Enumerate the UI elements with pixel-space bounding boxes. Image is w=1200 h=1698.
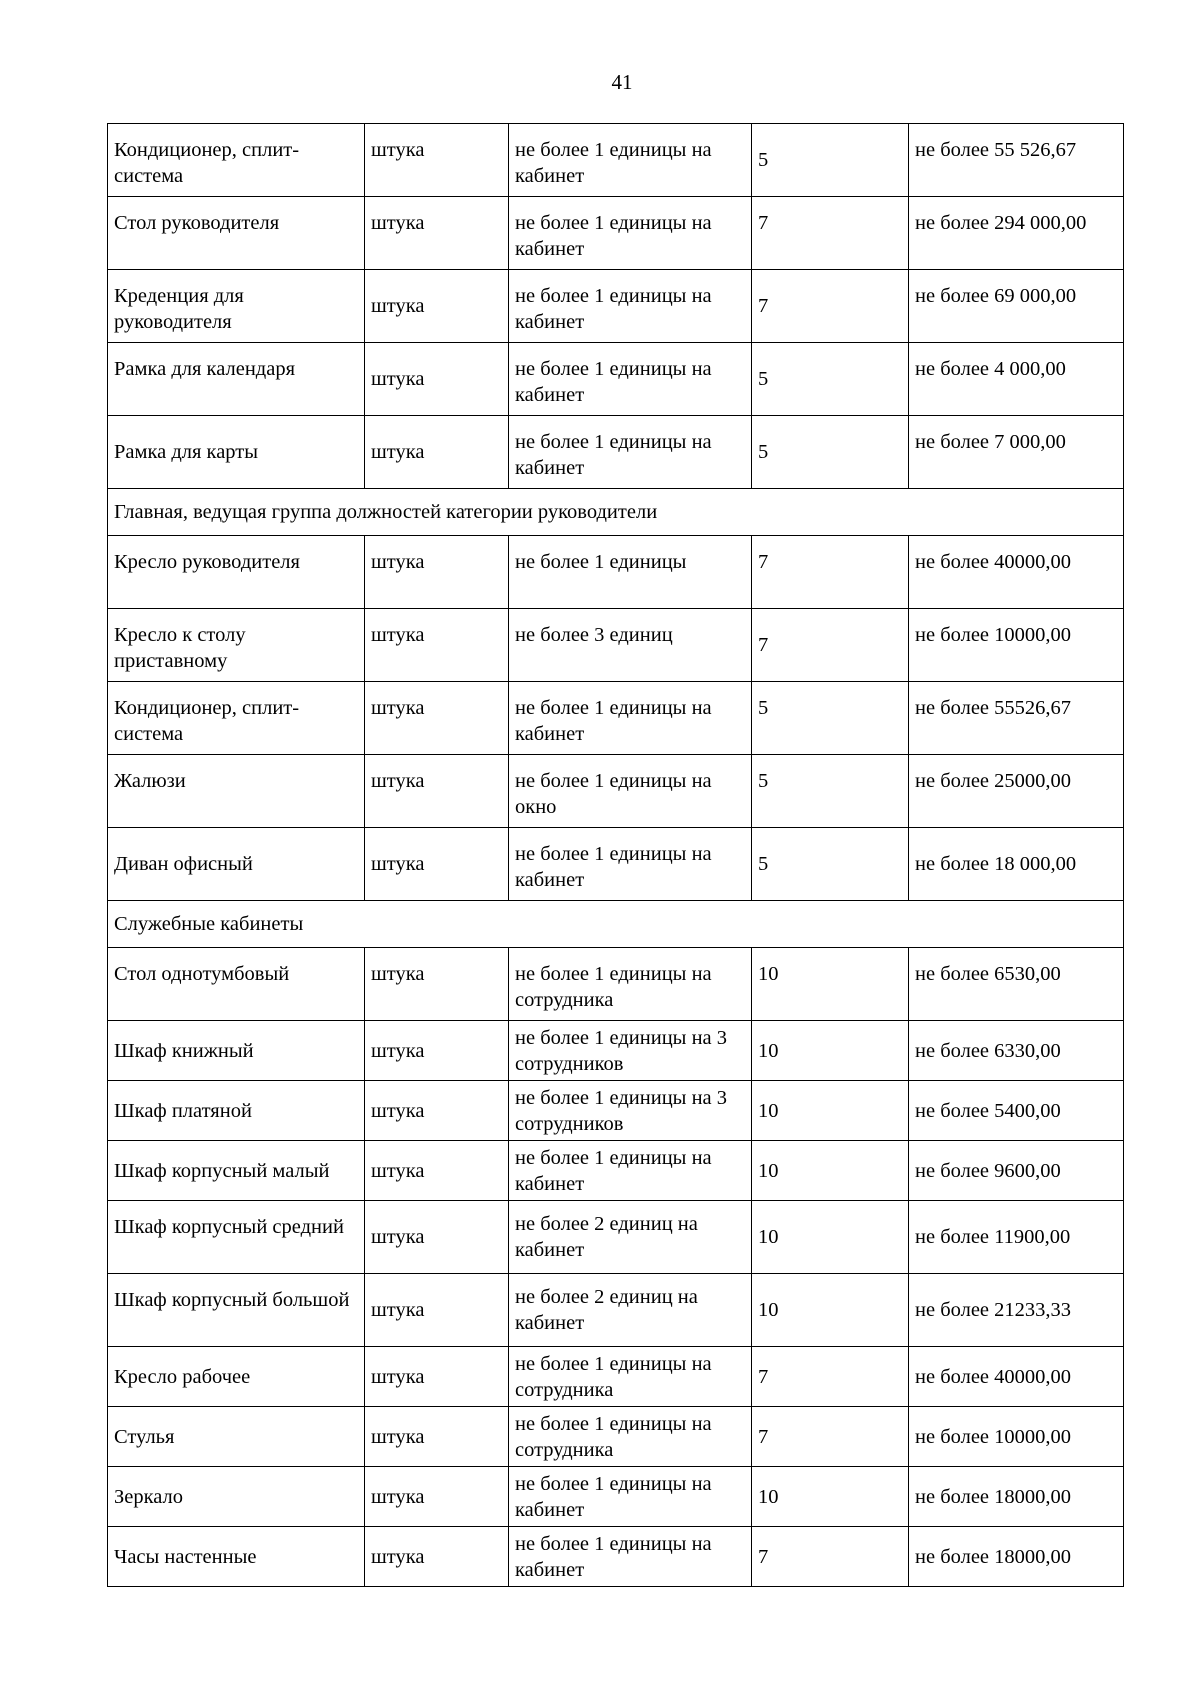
quantity-norm-cell: не более 1 единицы на кабинет bbox=[509, 1467, 752, 1527]
service-years-cell: 7 bbox=[752, 1347, 909, 1407]
unit-cell: штука bbox=[365, 1021, 509, 1081]
price-limit-cell: не более 25000,00 bbox=[909, 755, 1124, 828]
table-row bbox=[108, 124, 1124, 197]
price-limit-cell: не более 18000,00 bbox=[909, 1467, 1124, 1527]
quantity-norm-cell: не более 1 единицы на сотрудника bbox=[509, 948, 752, 1021]
table-body bbox=[108, 124, 1124, 1587]
item-name-cell: Рамка для календаря bbox=[108, 343, 365, 416]
price-limit-cell: не более 69 000,00 bbox=[909, 270, 1124, 343]
unit-cell: штука bbox=[365, 609, 509, 682]
table-row bbox=[108, 1467, 1124, 1527]
price-limit-cell: не более 9600,00 bbox=[909, 1141, 1124, 1201]
service-years-cell: 5 bbox=[752, 124, 909, 197]
price-limit-cell: не более 40000,00 bbox=[909, 1347, 1124, 1407]
quantity-norm-cell: не более 1 единицы на 3 сотрудников bbox=[509, 1021, 752, 1081]
unit-cell: штука bbox=[365, 416, 509, 489]
quantity-norm-cell: не более 3 единиц bbox=[509, 609, 752, 682]
service-years-cell: 7 bbox=[752, 270, 909, 343]
service-years-cell: 7 bbox=[752, 1527, 909, 1587]
item-name-cell: Стол руководителя bbox=[108, 197, 365, 270]
item-name-cell: Кресло руководителя bbox=[108, 536, 365, 609]
price-limit-cell: не более 4 000,00 bbox=[909, 343, 1124, 416]
page-number: 41 bbox=[611, 70, 633, 94]
service-years-cell: 10 bbox=[752, 1081, 909, 1141]
table-row bbox=[108, 1407, 1124, 1467]
item-name-cell: Кресло к столу приставному bbox=[108, 609, 365, 682]
item-name-cell: Шкаф платяной bbox=[108, 1081, 365, 1141]
unit-cell: штука bbox=[365, 270, 509, 343]
price-limit-cell: не более 40000,00 bbox=[909, 536, 1124, 609]
price-limit-cell: не более 6530,00 bbox=[909, 948, 1124, 1021]
price-limit-cell: не более 18 000,00 bbox=[909, 828, 1124, 901]
unit-cell: штука bbox=[365, 343, 509, 416]
item-name-cell: Диван офисный bbox=[108, 828, 365, 901]
table-row bbox=[108, 416, 1124, 489]
service-years-cell: 5 bbox=[752, 416, 909, 489]
quantity-norm-cell: не более 1 единицы на кабинет bbox=[509, 270, 752, 343]
item-name-cell: Жалюзи bbox=[108, 755, 365, 828]
table-row bbox=[108, 609, 1124, 682]
service-years-cell: 10 bbox=[752, 948, 909, 1021]
item-name-cell: Кресло рабочее bbox=[108, 1347, 365, 1407]
unit-cell: штука bbox=[365, 1201, 509, 1274]
item-name-cell: Зеркало bbox=[108, 1467, 365, 1527]
service-years-cell: 10 bbox=[752, 1274, 909, 1347]
service-years-cell: 5 bbox=[752, 828, 909, 901]
price-limit-cell: не более 11900,00 bbox=[909, 1201, 1124, 1274]
table-row bbox=[108, 948, 1124, 1021]
quantity-norm-cell: не более 1 единицы на кабинет bbox=[509, 682, 752, 755]
quantity-norm-cell: не более 1 единицы на кабинет bbox=[509, 197, 752, 270]
price-limit-cell: не более 21233,33 bbox=[909, 1274, 1124, 1347]
unit-cell: штука bbox=[365, 1081, 509, 1141]
service-years-cell: 10 bbox=[752, 1141, 909, 1201]
unit-cell: штука bbox=[365, 197, 509, 270]
table-row bbox=[108, 1347, 1124, 1407]
quantity-norm-cell: не более 1 единицы на сотрудника bbox=[509, 1347, 752, 1407]
price-limit-cell: не более 7 000,00 bbox=[909, 416, 1124, 489]
table-row bbox=[108, 197, 1124, 270]
service-years-cell: 7 bbox=[752, 609, 909, 682]
quantity-norm-cell: не более 1 единицы на кабинет bbox=[509, 416, 752, 489]
service-years-cell: 7 bbox=[752, 536, 909, 609]
table-row bbox=[108, 1081, 1124, 1141]
section-header-row bbox=[108, 489, 1124, 536]
quantity-norm-cell: не более 1 единицы на 3 сотрудников bbox=[509, 1081, 752, 1141]
quantity-norm-cell: не более 1 единицы на кабинет bbox=[509, 828, 752, 901]
unit-cell: штука bbox=[365, 682, 509, 755]
quantity-norm-cell: не более 1 единицы на кабинет bbox=[509, 1141, 752, 1201]
item-name-cell: Кондиционер, сплит-система bbox=[108, 124, 365, 197]
unit-cell: штука bbox=[365, 1407, 509, 1467]
service-years-cell: 10 bbox=[752, 1021, 909, 1081]
table-row bbox=[108, 682, 1124, 755]
table-row bbox=[108, 270, 1124, 343]
quantity-norm-cell: не более 1 единицы на кабинет bbox=[509, 343, 752, 416]
item-name-cell: Шкаф корпусный малый bbox=[108, 1141, 365, 1201]
item-name-cell: Часы настенные bbox=[108, 1527, 365, 1587]
unit-cell: штука bbox=[365, 1141, 509, 1201]
table-row bbox=[108, 1274, 1124, 1347]
item-name-cell: Стол однотумбовый bbox=[108, 948, 365, 1021]
section-title: Служебные кабинеты bbox=[108, 901, 1124, 948]
table-row bbox=[108, 343, 1124, 416]
price-limit-cell: не более 294 000,00 bbox=[909, 197, 1124, 270]
furniture-norms-table bbox=[107, 123, 1124, 1587]
service-years-cell: 10 bbox=[752, 1201, 909, 1274]
price-limit-cell: не более 10000,00 bbox=[909, 1407, 1124, 1467]
service-years-cell: 7 bbox=[752, 197, 909, 270]
price-limit-cell: не более 6330,00 bbox=[909, 1021, 1124, 1081]
section-title: Главная, ведущая группа должностей категории руководители bbox=[108, 489, 1124, 536]
unit-cell: штука bbox=[365, 536, 509, 609]
item-name-cell: Рамка для карты bbox=[108, 416, 365, 489]
unit-cell: штука bbox=[365, 1527, 509, 1587]
price-limit-cell: не более 18000,00 bbox=[909, 1527, 1124, 1587]
item-name-cell: Шкаф корпусный средний bbox=[108, 1201, 365, 1274]
quantity-norm-cell: не более 1 единицы на кабинет bbox=[509, 124, 752, 197]
price-limit-cell: не более 5400,00 bbox=[909, 1081, 1124, 1141]
table-row bbox=[108, 1021, 1124, 1081]
quantity-norm-cell: не более 2 единиц на кабинет bbox=[509, 1201, 752, 1274]
quantity-norm-cell: не более 1 единицы на кабинет bbox=[509, 1527, 752, 1587]
service-years-cell: 5 bbox=[752, 682, 909, 755]
quantity-norm-cell: не более 2 единиц на кабинет bbox=[509, 1274, 752, 1347]
price-limit-cell: не более 55526,67 bbox=[909, 682, 1124, 755]
unit-cell: штука bbox=[365, 1467, 509, 1527]
unit-cell: штука bbox=[365, 1274, 509, 1347]
unit-cell: штука bbox=[365, 828, 509, 901]
table-row bbox=[108, 536, 1124, 609]
quantity-norm-cell: не более 1 единицы bbox=[509, 536, 752, 609]
service-years-cell: 5 bbox=[752, 343, 909, 416]
table-row bbox=[108, 1201, 1124, 1274]
table-row bbox=[108, 828, 1124, 901]
item-name-cell: Кондиционер, сплит-система bbox=[108, 682, 365, 755]
unit-cell: штука bbox=[365, 1347, 509, 1407]
quantity-norm-cell: не более 1 единицы на сотрудника bbox=[509, 1407, 752, 1467]
service-years-cell: 7 bbox=[752, 1407, 909, 1467]
table-row bbox=[108, 755, 1124, 828]
item-name-cell: Стулья bbox=[108, 1407, 365, 1467]
table-row bbox=[108, 1141, 1124, 1201]
section-header-row bbox=[108, 901, 1124, 948]
table-row bbox=[108, 1527, 1124, 1587]
service-years-cell: 5 bbox=[752, 755, 909, 828]
unit-cell: штука bbox=[365, 124, 509, 197]
unit-cell: штука bbox=[365, 948, 509, 1021]
service-years-cell: 10 bbox=[752, 1467, 909, 1527]
item-name-cell: Креденция для руководителя bbox=[108, 270, 365, 343]
item-name-cell: Шкаф корпусный большой bbox=[108, 1274, 365, 1347]
unit-cell: штука bbox=[365, 755, 509, 828]
item-name-cell: Шкаф книжный bbox=[108, 1021, 365, 1081]
quantity-norm-cell: не более 1 единицы на окно bbox=[509, 755, 752, 828]
price-limit-cell: не более 55 526,67 bbox=[909, 124, 1124, 197]
price-limit-cell: не более 10000,00 bbox=[909, 609, 1124, 682]
